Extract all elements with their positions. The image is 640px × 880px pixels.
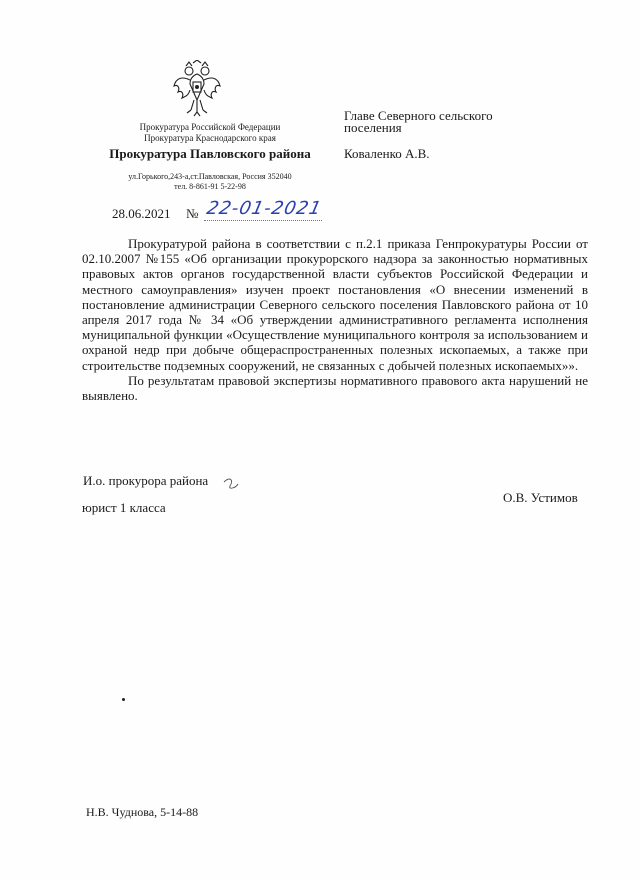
letter-body <box>82 236 588 403</box>
scan-dot <box>122 698 125 701</box>
coat-of-arms-emblem-icon <box>172 60 222 118</box>
signature-mark-icon <box>220 468 260 508</box>
body-paragraph-2: По результатам правовой экспертизы нормативного правового акта нарушений не выявлено. <box>82 372 588 404</box>
number-sign: № <box>186 206 199 221</box>
document-number-handwritten: 22-01-2021 <box>204 198 324 219</box>
sender-org-main: Прокуратура Павловского района <box>109 146 311 161</box>
addressee-line2: поселения <box>344 120 402 135</box>
addressee-name: Коваленко А.В. <box>344 146 430 161</box>
sender-address: ул.Горького,243-а,ст.Павловская, Россия 352040 <box>128 172 292 181</box>
addressee-line1: Главе Северного сельского <box>344 108 493 123</box>
signatory-name: О.В. Устимов <box>503 490 578 505</box>
sender-phone: тел. 8-861-91 5-22-98 <box>174 182 246 191</box>
signatory-rank: юрист 1 класса <box>82 500 166 515</box>
sender-org-line1: Прокуратура Российской Федерации <box>139 122 281 132</box>
number-underline <box>204 220 322 221</box>
body-paragraph-1: Прокуратурой района в соответствии с п.2.1 приказа Генпрокуратуры России от 02.10.2007 №155 «Об организации прокурорского надзора за законностью нормативных правовых актов органов государственной власти субъектов Российской Федерации и местного самоуправления» изучен проект постановления «О внесении изменений в постановление администрации Северного сельского поселения Павловского района от 10 апреля 2017 года № 34 «Об утверждении административного регламента исполнения муниципальной функции «Осуществление муниципального контроля за использованием и охраной недр при добыче общераспространенных полезных ископаемых, а также при строительстве подземных сооружений, не связанных с добычей полезных ископаемых»». <box>82 236 588 373</box>
sender-org-line2: Прокуратура Краснодарского края <box>144 133 276 143</box>
executor-contact: Н.В. Чуднова, 5-14-88 <box>86 805 199 819</box>
signatory-title: И.о. прокурора района <box>83 473 209 488</box>
document-date: 28.06.2021 <box>112 206 171 221</box>
